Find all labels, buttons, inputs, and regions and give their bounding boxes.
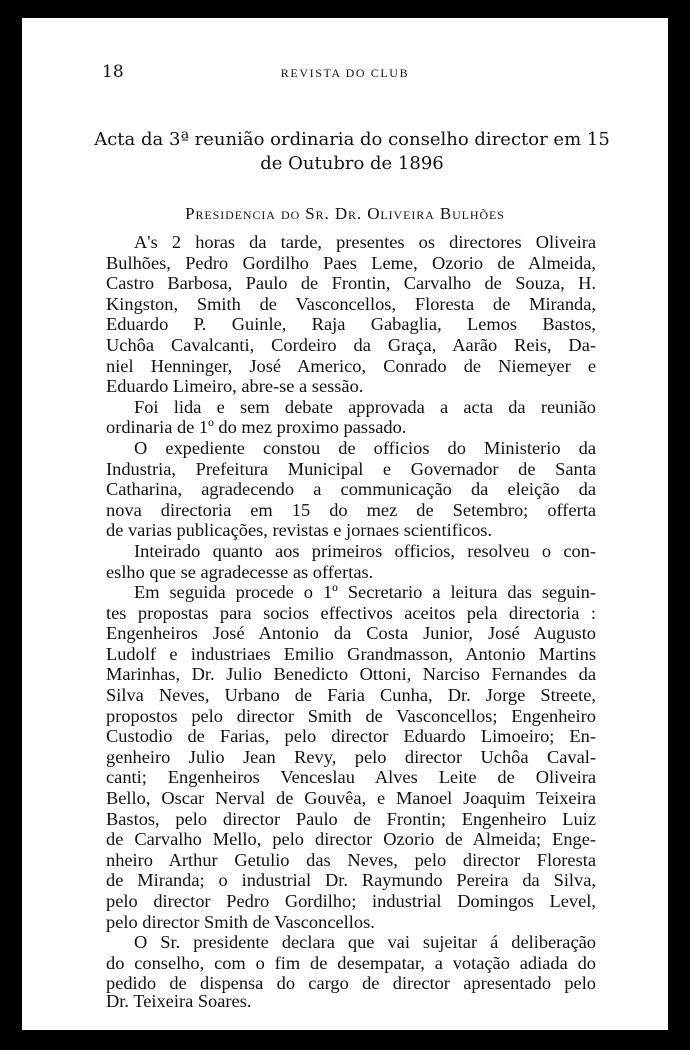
body-line: Uchôa Cavalcanti, Cordeiro da Graça, Aarão Reis, Da- xyxy=(106,334,596,355)
body-line: nheiro Arthur Getulio das Neves, pelo director Floresta xyxy=(106,849,596,870)
body-line: Silva Neves, Urbano de Faria Cunha, Dr. Jorge Streete, xyxy=(106,685,596,706)
body-line: Custodio de Farias, pelo director Eduardo Limoeiro; En- xyxy=(106,726,596,747)
body-line: Bastos, pelo director Paulo de Frontin; Engenheiro Luiz xyxy=(106,808,596,829)
body-line: Bello, Oscar Nerval de Gouvêa, e Manoel Joaquim Teixeira xyxy=(106,788,596,809)
body-line: pelo director Pedro Gordilho; industrial Domingos Level, xyxy=(106,891,596,911)
page-number: 18 xyxy=(102,62,124,82)
body-line: eslho que se agradecesse as offertas. xyxy=(106,561,374,582)
body-line: Eduardo P. Guinle, Raja Gabaglia, Lemos Bastos, xyxy=(106,314,596,335)
body-line: Engenheiros José Antonio da Costa Junior, José Augusto xyxy=(106,623,596,644)
body-line: do conselho, com o fim de desempatar, a votação adiada do xyxy=(106,952,596,973)
body-line: Marinhas, Dr. Julio Benedicto Ottoni, Narciso Fernandes da xyxy=(106,664,596,685)
body-line: Industria, Prefeitura Municipal e Governador de Santa xyxy=(106,458,596,479)
presidency-heading: Presidencia do Sr. Dr. Oliveira Bulhões xyxy=(185,204,505,223)
body-line: Dr. Teixeira Soares. xyxy=(106,990,252,1011)
body-line: pedido de dispensa do cargo de director apresentado pelo xyxy=(106,973,596,994)
body-line: O Sr. presidente declara que vai sujeitar á deliberação xyxy=(134,932,596,953)
minutes-body xyxy=(106,232,596,1015)
body-line: de Miranda; o industrial Dr. Raymundo Pereira da Silva, xyxy=(106,870,596,891)
title-line-1: Acta da 3ª reunião ordinaria do conselho director em 15 xyxy=(94,129,610,150)
title-line-2: de Outubro de 1896 xyxy=(260,153,444,174)
body-line: O expediente constou de officios do Ministerio da xyxy=(134,437,596,458)
body-line: canti; Engenheiros Venceslau Alves Leite de Oliveira xyxy=(106,767,596,788)
body-line: Inteirado quanto aos primeiros officios, resolveu o con- xyxy=(134,540,596,561)
body-line: pelo director Smith de Vasconcellos. xyxy=(106,911,375,932)
body-line: Kingston, Smith de Vasconcellos, Floresta de Miranda, xyxy=(106,293,596,314)
body-line: genheiro Julio Jean Revy, pelo director Uchôa Caval- xyxy=(106,746,596,767)
body-line: propostos pelo director Smith de Vasconcellos; Engenheiro xyxy=(106,705,596,726)
body-line: Eduardo Limeiro, abre-se a sessão. xyxy=(106,376,364,397)
body-line: Castro Barbosa, Paulo de Frontin, Carvalho de Souza, H. xyxy=(106,273,596,294)
body-line: Catharina, agradecendo a communicação da eleição da xyxy=(106,479,596,500)
body-line: A's 2 horas da tarde, presentes os directores Oliveira xyxy=(134,232,596,252)
running-head: REVISTA DO CLUB xyxy=(280,66,410,80)
body-line: Ludolf e industriaes Emilio Grandmasson, Antonio Martins xyxy=(106,643,596,664)
body-line: ordinaria de 1º do mez proximo passado. xyxy=(106,417,407,438)
body-line: tes propostas para socios effectivos aceitos pela directoria : xyxy=(106,602,596,623)
minutes-title xyxy=(82,128,622,176)
document-page xyxy=(22,18,668,1030)
body-line: niel Henninger, José Americo, Conrado de Niemeyer e xyxy=(106,355,596,376)
body-line: Bulhões, Pedro Gordilho Paes Leme, Ozorio de Almeida, xyxy=(106,252,596,273)
body-line: de varias publicações, revistas e jornaes scientificos. xyxy=(106,520,493,541)
body-line: Foi lida e sem debate approvada a acta da reunião xyxy=(134,396,596,417)
body-line: de Carvalho Mello, pelo director Ozorio de Almeida; Enge- xyxy=(106,829,596,850)
body-line: nova directoria em 15 do mez de Setembro; offerta xyxy=(106,499,596,520)
body-line: Em seguida procede o 1º Secretario a leitura das seguin- xyxy=(134,582,596,603)
